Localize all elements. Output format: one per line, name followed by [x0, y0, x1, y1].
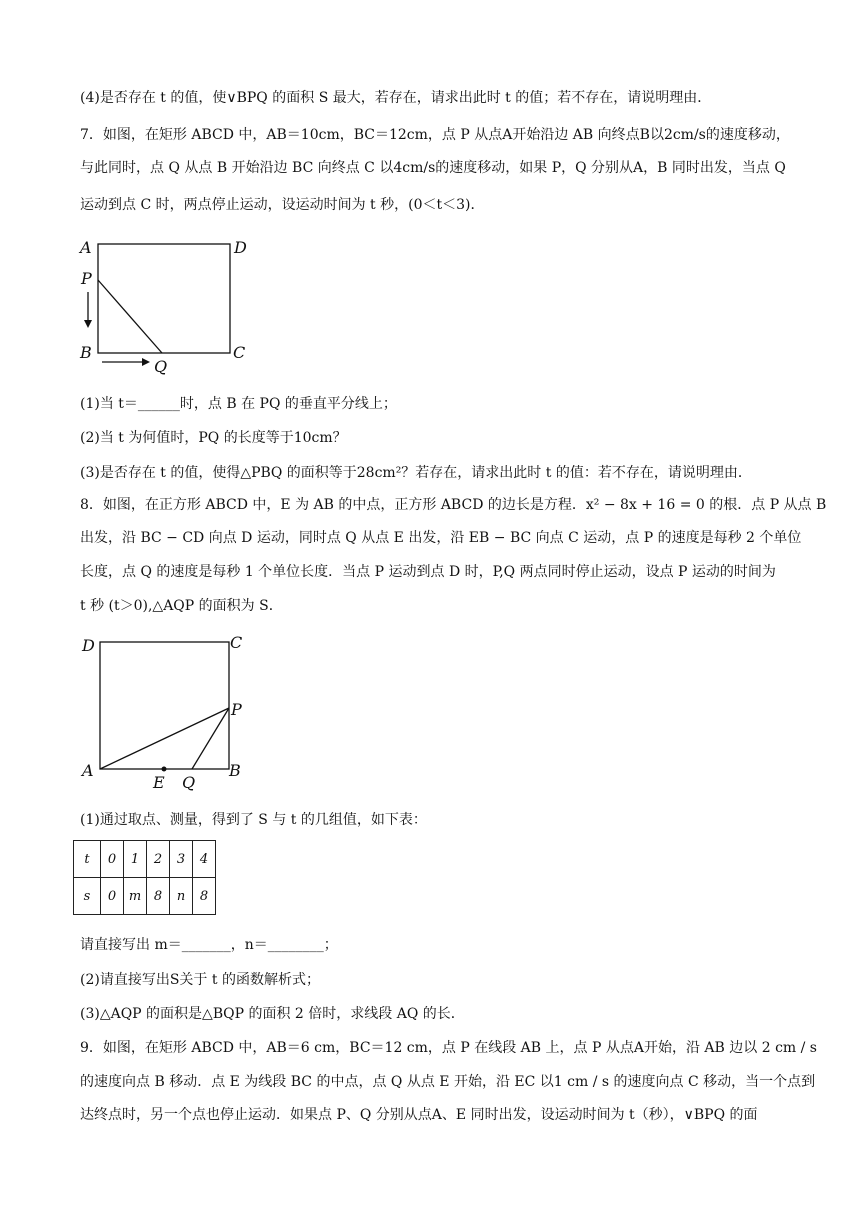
fig7-label-b: B — [80, 343, 92, 362]
question-8-line-1: 8．如图，在正方形 ABCD 中，E 为 AB 的中点，正方形 ABCD 的边长是方程．x² − 8x + 16 = 0 的根．点 P 从点 B — [80, 497, 827, 513]
table-row — [74, 841, 216, 878]
question-9-line-1: 9．如图，在矩形 ABCD 中，AB＝6 cm，BC＝12 cm，点 P 在线段 AB 上，点 P 从点A开始，沿 AB 边以 2 cm / s — [80, 1040, 817, 1056]
table-cell: 4 — [193, 841, 216, 878]
table-cell: 0 — [101, 841, 124, 878]
fig7-label-c: C — [233, 343, 246, 362]
fig7-label-q: Q — [154, 357, 168, 376]
fig8-label-e: E — [153, 773, 165, 792]
question-8-part-2: (2)请直接写出S关于 t 的函数解析式； — [80, 972, 320, 988]
table-cell: s — [74, 878, 101, 915]
fig8-label-p: P — [231, 700, 242, 719]
question-8-answer-line: 请直接写出 m＝_______，n＝________； — [80, 937, 338, 953]
question-8-line-3: 长度，点 Q 的速度是每秒 1 个单位长度．当点 P 运动到点 D 时，P,Q 两点同时停止运动，设点 P 运动的时间为 — [80, 564, 776, 580]
question-7-line-3: 运动到点 C 时，两点停止运动，设运动时间为 t 秒，(0＜t＜3)． — [80, 197, 485, 213]
table-cell: n — [170, 878, 193, 915]
table-cell: m — [124, 878, 147, 915]
table-cell: 3 — [170, 841, 193, 878]
question-7-line-1: 7．如图，在矩形 ABCD 中，AB＝10cm，BC＝12cm，点 P 从点A开始沿边 AB 向终点B以2cm/s的速度移动， — [80, 127, 790, 143]
fig8-label-a: A — [82, 761, 94, 780]
figure-7-rectangle — [78, 232, 278, 380]
question-7-part-2: (2)当 t 为何值时，PQ 的长度等于10cm？ — [80, 430, 347, 446]
question-7-part-3: (3)是否存在 t 的值，使得△PBQ 的面积等于28cm²？若存在，请求出此时 t 的值：若不存在，请说明理由． — [80, 465, 752, 481]
fig7-label-d: D — [234, 238, 247, 257]
values-table — [73, 840, 216, 915]
fig8-label-b: B — [229, 761, 241, 780]
question-6-part-4: (4)是否存在 t 的值，使∨BPQ 的面积 S 最大，若存在，请求出此时 t 的值；若不存在，请说明理由． — [80, 90, 712, 106]
figure-8-square — [78, 628, 258, 796]
question-8-line-4: t 秒 (t＞0),△AQP 的面积为 S． — [80, 598, 283, 614]
table-cell: 8 — [147, 878, 170, 915]
question-9-line-3: 达终点时，另一个点也停止运动．如果点 P、Q 分别从点A、E 同时出发，设运动时间为 t（秒），∨BPQ 的面 — [80, 1107, 758, 1123]
question-8-part-3: (3)△AQP 的面积是△BQP 的面积 2 倍时，求线段 AQ 的长． — [80, 1006, 465, 1022]
question-8-line-2: 出发，沿 BC − CD 向点 D 运动，同时点 Q 从点 E 出发，沿 EB − BC 向点 C 运动，点 P 的速度是每秒 2 个单位 — [80, 530, 802, 546]
table-row — [74, 878, 216, 915]
table-cell: 8 — [193, 878, 216, 915]
fig7-label-p: P — [81, 269, 92, 288]
question-8-part-1: (1)通过取点、测量，得到了 S 与 t 的几组值，如下表： — [80, 812, 427, 828]
question-7-part-1: (1)当 t＝______时，点 B 在 PQ 的垂直平分线上； — [80, 396, 397, 412]
table-cell: 0 — [101, 878, 124, 915]
question-7-line-2: 与此同时，点 Q 从点 B 开始沿边 BC 向终点 C 以4cm/s的速度移动，如果 P，Q 分别从A，B 同时出发，当点 Q — [80, 160, 786, 176]
fig7-label-a: A — [80, 238, 92, 257]
fig8-label-d: D — [82, 636, 95, 655]
fig8-label-c: C — [230, 633, 243, 652]
table-cell: 1 — [124, 841, 147, 878]
question-9-line-2: 的速度向点 B 移动．点 E 为线段 BC 的中点，点 Q 从点 E 开始，沿 EC 以1 cm / s 的速度向点 C 移动，当一个点到 — [80, 1074, 816, 1090]
table-cell: 2 — [147, 841, 170, 878]
fig8-label-q: Q — [182, 773, 196, 792]
table-cell: t — [74, 841, 101, 878]
